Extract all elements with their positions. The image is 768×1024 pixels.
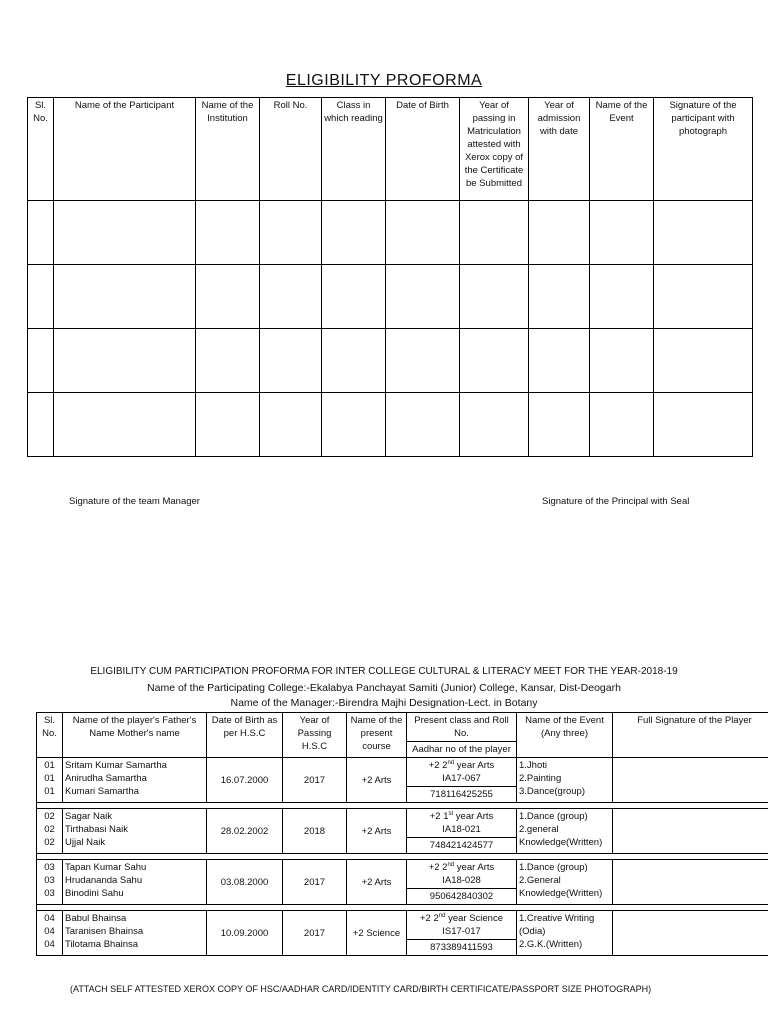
header-class: Class in which reading [322,98,386,201]
header-date-of-birth: Date of Birth [386,98,460,201]
row-dob: 03.08.2000 [207,860,283,905]
participating-college-line: Name of the Participating College:-Ekalabya Panchayat Samiti (Junior) College, Kansar, Dist-Deogarh [147,682,621,694]
attachment-footnote: (ATTACH SELF ATTESTED XEROX COPY OF HSC/AADHAR CARD/IDENTITY CARD/BIRTH CERTIFICATE/PASSPORT SIZE PHOTOGRAPH) [70,984,652,994]
row-year: 2018 [283,809,347,854]
row-names: Babul Bhainsa Taranisen Bhainsa Tilotama Bhainsa [63,911,207,956]
row-course: +2 Arts [347,758,407,803]
row-aadhar: 950642840302 [407,889,517,905]
header-present-course: Name of the present course [347,713,407,758]
row-sl-no: 04 04 04 [37,911,63,956]
row-aadhar: 718116425255 [407,787,517,803]
row-class-roll: +2 1st year Arts IA18-021 [407,809,517,838]
row-year: 2017 [283,860,347,905]
header-year-passing: Year of Passing H.S.C [283,713,347,758]
header-institution: Name of the Institution [196,98,260,201]
table-row [28,393,753,457]
row-year: 2017 [283,911,347,956]
table-row [28,265,753,329]
header-player-name: Name of the player's Father's Name Mother's name [63,713,207,758]
row-sl-no: 02 02 02 [37,809,63,854]
row-dob: 28.02.2002 [207,809,283,854]
manager-line: Name of the Manager:-Birendra Majhi Designation-Lect. in Botany [230,697,538,709]
header-dob: Date of Birth as per H.S.C [207,713,283,758]
row-signature [613,860,768,905]
eligibility-proforma-title: ELIGIBILITY PROFORMA [285,72,483,89]
header-roll-no: Roll No. [260,98,322,201]
row-aadhar: 748421424577 [407,838,517,854]
row-sl-no: 03 03 03 [37,860,63,905]
row-names: Sagar Naik Tirthabasi Naik Ujjal Naik [63,809,207,854]
row-sl-no: 01 01 01 [37,758,63,803]
row-class-roll: +2 2nd year Science IS17-017 [407,911,517,940]
eligibility-proforma-table [27,97,753,457]
row-signature [613,809,768,854]
row-signature [613,758,768,803]
header-participant-name: Name of the Participant [54,98,196,201]
row-course: +2 Arts [347,809,407,854]
table-row [28,201,753,265]
row-signature [613,911,768,956]
table-row [37,860,768,889]
table-row [37,911,768,940]
row-course: +2 Arts [347,860,407,905]
row-aadhar: 873389411593 [407,940,517,956]
row-class-roll: +2 2nd year Arts IA17-067 [407,758,517,787]
header-admission-year: Year of admission with date [529,98,590,201]
row-names: Tapan Kumar Sahu Hrudananda Sahu Binodini Sahu [63,860,207,905]
header-class-roll: Present class and Roll No. [407,713,517,742]
header-sl-no: Sl. No. [28,98,54,201]
row-events: 1.Creative Writing (Odia) 2.G.K.(Written) [517,911,613,956]
table-row [28,329,753,393]
participation-table [36,712,768,956]
table-row [37,809,768,838]
principal-signature-label: Signature of the Principal with Seal [542,496,690,507]
header-event: Name of the Event [590,98,654,201]
row-year: 2017 [283,758,347,803]
row-dob: 16.07.2000 [207,758,283,803]
row-dob: 10.09.2000 [207,911,283,956]
row-course: +2 Science [347,911,407,956]
team-manager-signature-label: Signature of the team Manager [69,496,200,507]
row-events: 1.Dance (group) 2.General Knowledge(Written) [517,860,613,905]
row-class-roll: +2 2nd year Arts IA18-028 [407,860,517,889]
participation-proforma-heading: ELIGIBILITY CUM PARTICIPATION PROFORMA FOR INTER COLLEGE CULTURAL & LITERACY MEET FOR THE YEAR-2018-19 [90,666,678,677]
row-events: 1.Jhoti 2.Painting 3.Dance(group) [517,758,613,803]
table-header-row [28,98,753,201]
header-signature-photo: Signature of the participant with photograph [654,98,753,201]
row-events: 1.Dance (group) 2.general Knowledge(Written) [517,809,613,854]
table-header-row [37,713,768,742]
header-full-signature: Full Signature of the Player [613,713,768,758]
row-names: Sritam Kumar Samartha Anirudha Samartha Kumari Samartha [63,758,207,803]
header-sl-no: Sl. No. [37,713,63,758]
header-event: Name of the Event (Any three) [517,713,613,758]
table-row [37,758,768,787]
header-matriculation-year: Year of passing in Matriculation attested with Xerox copy of the Certificate be Submitted [460,98,529,201]
header-aadhar: Aadhar no of the player [407,742,517,758]
